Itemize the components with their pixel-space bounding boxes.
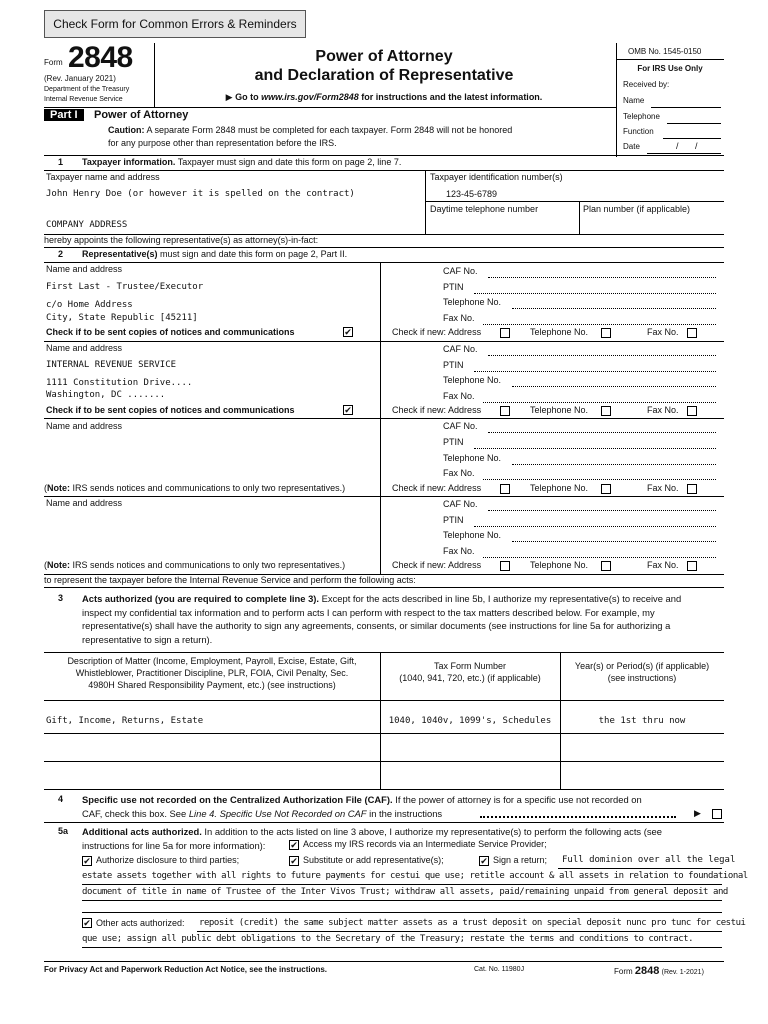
part1-title: Power of Attorney — [94, 109, 189, 121]
irs-use-only: For IRS Use Only — [637, 64, 703, 73]
rep2-telno-label: Telephone No. — [443, 375, 502, 385]
line4-num: 4 — [58, 794, 64, 804]
rep3-new-telephone-checkbox[interactable] — [601, 484, 611, 494]
tin-label: Taxpayer identification number(s) — [430, 172, 563, 182]
rep2-caf-label: CAF No. — [443, 344, 478, 354]
line3-num: 3 — [58, 593, 64, 603]
rep1-ptin-label: PTIN — [443, 282, 464, 292]
dominion-line2-field[interactable]: estate assets together with all rights to future payments for cestui que use; retitle account & all assets in relation to foundational — [82, 871, 748, 881]
form-title-line1: Power of Attorney — [315, 48, 453, 65]
rep1-new-telephone-checkbox[interactable] — [601, 328, 611, 338]
rep2-address-field[interactable]: 1111 Constitution Drive.... — [46, 378, 193, 388]
rep1-city-field[interactable]: City, State Republic [45211] — [46, 313, 198, 323]
rep3-new-telephone-label: Telephone No. — [530, 483, 589, 493]
row1-taxform-field[interactable]: 1040, 1040v, 1099's, Schedules — [388, 716, 552, 726]
rep4-check-new-label: Check if new: Address — [392, 560, 482, 570]
rep4-new-fax-label: Fax No. — [647, 560, 679, 570]
row1-description-field[interactable]: Gift, Income, Returns, Estate — [46, 716, 204, 726]
rep1-new-address-checkbox[interactable] — [500, 328, 510, 338]
line4-text: Specific use not recorded on the Centralized Authorization File (CAF). If the power of attorney is for a specific use not recorded on CAF, check this box. See Line 4. Specific Use Not Recorded on CAF in the instructions — [82, 794, 642, 819]
dominion-line3-field[interactable]: document of title in name of Trustee of the Inter Vivos Trust; withdraw all assets, paid/remaining unpaid from general deposit and — [82, 887, 728, 897]
rep3-caf-label: CAF No. — [443, 421, 478, 431]
rep3-telno-label: Telephone No. — [443, 453, 502, 463]
other-acts-label: Other acts authorized: — [96, 918, 185, 928]
irs-name-label: Name — [623, 96, 645, 105]
rep1-check-new-label: Check if new: Address — [392, 327, 482, 337]
substitute-rep-label: Substitute or add representative(s); — [303, 855, 444, 865]
line4-specific-use-checkbox[interactable] — [712, 809, 722, 819]
taxpayer-name-field[interactable]: John Henry Doe (or however it is spelled on the contract) — [46, 189, 355, 199]
irs-date-slashes: / / — [676, 141, 698, 151]
taxpayer-address-field[interactable]: COMPANY ADDRESS — [46, 220, 128, 230]
taxpayer-name-address-label: Taxpayer name and address — [46, 172, 160, 182]
rep4-note: (Note: IRS sends notices and communications to only two representatives.) — [44, 560, 346, 570]
rep3-name-address-label: Name and address — [46, 421, 123, 431]
omb-number: OMB No. 1545-0150 — [628, 47, 702, 56]
col-taxform-header: Tax Form Number (1040, 941, 720, etc.) (if applicable) — [399, 661, 541, 683]
tin-field[interactable]: 123-45-6789 — [446, 189, 498, 199]
daytime-phone-label: Daytime telephone number — [430, 204, 539, 214]
sign-return-checkbox[interactable] — [479, 856, 489, 866]
received-by-label: Received by: — [623, 80, 670, 89]
rep2-new-fax-checkbox[interactable] — [687, 406, 697, 416]
line4-arrow: ▶ — [694, 808, 701, 818]
other-acts-checkbox[interactable] — [82, 918, 92, 928]
irs-url-link[interactable]: www.irs.gov/Form2848 — [261, 92, 359, 102]
rep2-name-field[interactable]: INTERNAL REVENUE SERVICE — [46, 360, 177, 370]
form-revision: (Rev. January 2021) — [44, 74, 116, 83]
sign-return-label: Sign a return; — [493, 855, 548, 865]
rep1-faxno-label: Fax No. — [443, 313, 475, 323]
rep1-telno-label: Telephone No. — [443, 297, 502, 307]
substitute-rep-checkbox[interactable] — [289, 856, 299, 866]
rep4-new-telephone-label: Telephone No. — [530, 560, 589, 570]
rep3-new-fax-label: Fax No. — [647, 483, 679, 493]
access-irs-records-checkbox[interactable] — [289, 840, 299, 850]
form-word: Form — [44, 58, 63, 67]
rep2-ptin-label: PTIN — [443, 360, 464, 370]
rep4-new-telephone-checkbox[interactable] — [601, 561, 611, 571]
appoints-text: hereby appoints the following representative(s) as attorney(s)-in-fact: — [44, 235, 319, 245]
irs-label: Internal Revenue Service — [44, 96, 123, 103]
rep1-new-fax-checkbox[interactable] — [687, 328, 697, 338]
rep4-telno-label: Telephone No. — [443, 530, 502, 540]
rep2-new-telephone-label: Telephone No. — [530, 405, 589, 415]
rep4-name-address-label: Name and address — [46, 498, 123, 508]
line1-title: Taxpayer information. Taxpayer must sign and date this form on page 2, line 7. — [82, 157, 402, 167]
rep2-city-field[interactable]: Washington, DC ....... — [46, 390, 166, 400]
rep1-address-field[interactable]: c/o Home Address — [46, 300, 133, 310]
irs-function-label: Function — [623, 127, 654, 136]
caution-text-2: for any purpose other than representation before the IRS. — [108, 138, 337, 148]
rep4-faxno-label: Fax No. — [443, 546, 475, 556]
rep2-new-telephone-checkbox[interactable] — [601, 406, 611, 416]
rep1-name-address-label: Name and address — [46, 264, 123, 274]
catalog-number: Cat. No. 11980J — [474, 966, 525, 973]
privacy-notice: For Privacy Act and Paperwork Reduction Act Notice, see the instructions. — [44, 965, 328, 974]
rep1-copies-checkbox[interactable] — [343, 327, 353, 337]
rep2-new-fax-label: Fax No. — [647, 405, 679, 415]
rep3-new-address-checkbox[interactable] — [500, 484, 510, 494]
rep1-copies-label: Check if to be sent copies of notices and communications — [46, 327, 295, 337]
rep1-name-field[interactable]: First Last - Trustee/Executor — [46, 282, 204, 292]
rep3-note: (Note: IRS sends notices and communications to only two representatives.) — [44, 483, 346, 493]
rep3-faxno-label: Fax No. — [443, 468, 475, 478]
form-number: 2848 — [68, 41, 133, 74]
rep1-caf-label: CAF No. — [443, 266, 478, 276]
line5a-num: 5a — [58, 826, 69, 836]
part1-label: Part I — [44, 109, 84, 121]
line1-num: 1 — [58, 157, 64, 167]
line5a-text: Additional acts authorized. In addition to the acts listed on line 3 above, I authorize my representative(s) to perform the following acts (see instructions for line 5a for more information): — [82, 826, 662, 851]
rep2-faxno-label: Fax No. — [443, 391, 475, 401]
rep2-copies-checkbox[interactable] — [343, 405, 353, 415]
rep4-new-fax-checkbox[interactable] — [687, 561, 697, 571]
rep2-copies-label: Check if to be sent copies of notices and communications — [46, 405, 295, 415]
authorize-disclosure-checkbox[interactable] — [82, 856, 92, 866]
rep3-ptin-label: PTIN — [443, 437, 464, 447]
form-title-line2: and Declaration of Representative — [254, 67, 514, 84]
col-description-header: Description of Matter (Income, Employment, Payroll, Excise, Estate, Gift, Whistleblower, Practitioner Discipline, PLR, FOIA, Civil Penalty, Sec. 4980H Shared Responsibility Payment, etc.) (see instructions) — [67, 656, 357, 690]
rep3-check-new-label: Check if new: Address — [392, 483, 482, 493]
dominion-line1-field[interactable]: Full dominion over all the legal — [562, 855, 736, 865]
authorize-disclosure-label: Authorize disclosure to third parties; — [96, 855, 240, 865]
goto-instructions: ▶ Go to www.irs.gov/Form2848 for instructions and the latest information. — [225, 92, 543, 102]
represent-text: to represent the taxpayer before the Internal Revenue Service and perform the following acts: — [44, 575, 416, 585]
rep2-new-address-checkbox[interactable] — [500, 406, 510, 416]
footer-form-id: Form 2848 (Rev. 1-2021) — [614, 965, 704, 977]
other-acts-line1-field[interactable]: reposit (credit) the same subject matter assets as a trust deposit on special deposit nunc pro tunc for cestui — [199, 918, 746, 928]
plan-number-label: Plan number (if applicable) — [583, 204, 691, 214]
access-irs-records-label: Access my IRS records via an Intermediate Service Provider; — [303, 839, 547, 849]
rep1-new-telephone-label: Telephone No. — [530, 327, 589, 337]
rep3-new-fax-checkbox[interactable] — [687, 484, 697, 494]
irs-date-label: Date — [623, 142, 640, 151]
row1-years-field[interactable]: the 1st thru now — [598, 716, 686, 726]
rep4-caf-label: CAF No. — [443, 499, 478, 509]
irs-telephone-label: Telephone — [623, 112, 660, 121]
caution-text: Caution: A separate Form 2848 must be completed for each taxpayer. Form 2848 will not be honored — [108, 125, 513, 135]
rep4-ptin-label: PTIN — [443, 515, 464, 525]
rep2-name-address-label: Name and address — [46, 343, 123, 353]
other-acts-line2-field[interactable]: que use; assign all public debt obligations to the Secretary of the Treasury; restate the terms and conditions to contract. — [82, 934, 694, 944]
line3-text: Acts authorized (you are required to complete line 3). Except for the acts described in line 5b, I authorize my representative(s) to receive and inspect my confidential tax information and to perform acts I can perform with respect to the tax matters described below. For example, my representative(s) shall have the authority to sign any agreements, consents, or similar documents (see instructions for line 5a for authorizing a representative to sign a return). — [82, 593, 682, 645]
rep4-new-address-checkbox[interactable] — [500, 561, 510, 571]
check-form-errors-button[interactable]: Check Form for Common Errors & Reminders — [44, 10, 306, 38]
line2-num: 2 — [58, 249, 64, 259]
col-years-header: Year(s) or Period(s) (if applicable) (see instructions) — [574, 661, 710, 683]
rep2-check-new-label: Check if new: Address — [392, 405, 482, 415]
line2-title: Representative(s) must sign and date this form on page 2, Part II. — [82, 249, 348, 259]
dept-treasury: Department of the Treasury — [44, 86, 130, 93]
rep1-new-fax-label: Fax No. — [647, 327, 679, 337]
